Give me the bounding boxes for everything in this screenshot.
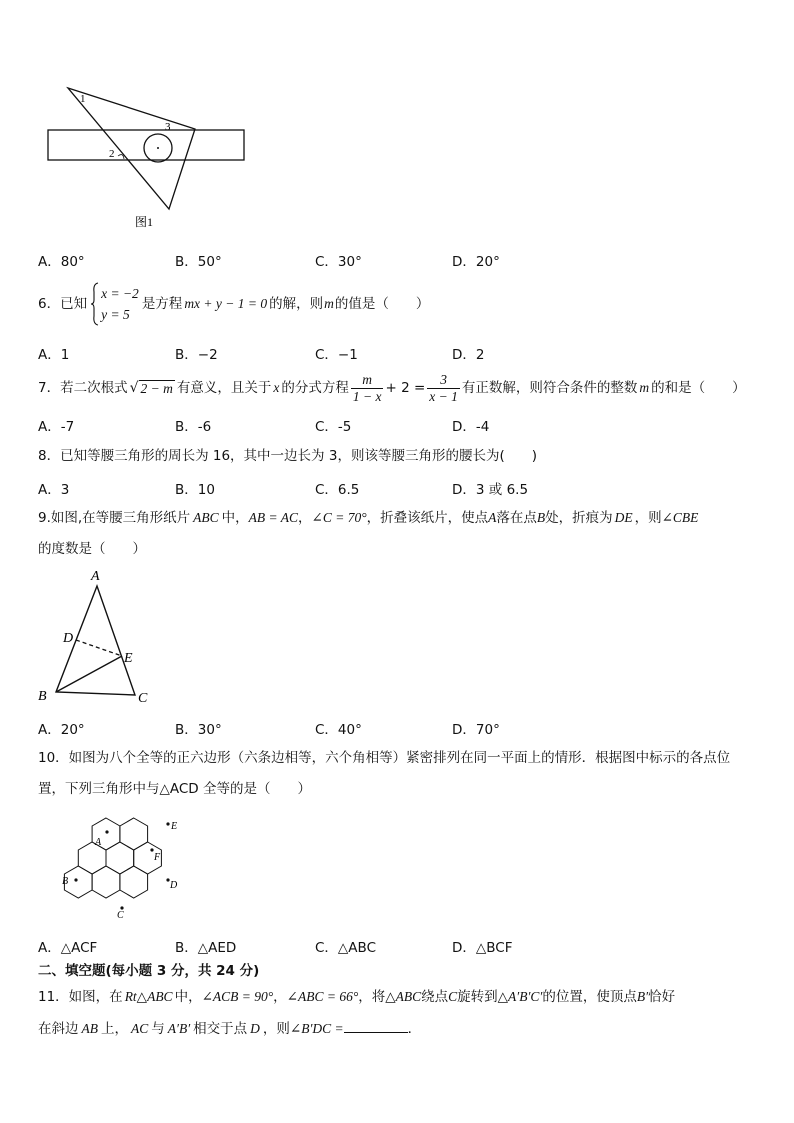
hexagon-7 (92, 866, 120, 898)
q9-option-b[interactable]: B．30° (175, 722, 222, 738)
q6-option-b[interactable]: B．−2 (175, 347, 218, 363)
hexagon-2 (120, 818, 148, 850)
question-10-line-2: 置，下列三角形中与△ACD 全等的是（ ） (38, 781, 311, 797)
q6-option-a[interactable]: A．1 (38, 347, 70, 363)
q11-cond-1: ∠ACB = 90° (201, 989, 274, 1004)
q9-text-e: 落在点 (496, 510, 537, 526)
q6-var: m (324, 296, 334, 311)
brace-icon (90, 282, 99, 326)
q9-text-b: 中， (221, 510, 249, 526)
q10-label-b: B (62, 876, 69, 887)
question-11-line-1 (38, 988, 675, 1006)
q7-fraction-1 (351, 372, 384, 405)
figure-q9-triangle (34, 566, 164, 711)
question-8: 8．已知等腰三角形的周长为 16，其中一边长为 3，则该等腰三角形的腰长为( ) (38, 448, 537, 464)
q9-cond-2: ∠C = 70° (311, 510, 367, 525)
q7-radicand: 2 − m (140, 381, 173, 396)
q11-rt: Rt△ABC (124, 989, 173, 1004)
angle-arc-2 (118, 155, 124, 159)
q11-text-b: 中， (174, 989, 202, 1005)
q10-label-c: C (117, 910, 124, 920)
q6-eq2: y = 5 (101, 307, 130, 322)
q11-point-d: D (250, 1021, 260, 1036)
q10-label-a: A (95, 837, 102, 848)
q9-text-f: 处，折痕为 (545, 510, 613, 526)
q11-text-l2c: 与 (151, 1021, 165, 1037)
figure-1 (40, 80, 260, 240)
q7-suffix: 的和是（ ） (651, 380, 746, 396)
q11-text-l2e: ，则 (262, 1021, 290, 1037)
q9-label-b: B (38, 689, 47, 704)
question-9-line-1 (38, 509, 698, 527)
q11-ab: AB (81, 1021, 98, 1036)
point-dot-e (166, 822, 169, 825)
q7-frac2-den: x − 1 (429, 388, 458, 404)
q6-eq1: x = −2 (101, 286, 139, 301)
q9-point-a: A (488, 510, 497, 525)
angle-label-3: 3 (165, 121, 171, 133)
q7-fraction-2 (427, 372, 460, 405)
q6-mid: 是方程 (141, 296, 183, 312)
q9-text-a: 9.如图,在等腰三角形纸片 (38, 510, 191, 526)
q7-plus2: + 2 = (385, 380, 426, 396)
q11-ask: ∠B′DC = (289, 1021, 344, 1036)
q7-frac2-num: 3 (427, 372, 460, 389)
q10-label-f: F (154, 852, 161, 863)
angle-label-1: 1 (80, 93, 86, 105)
q7-radical (130, 379, 175, 397)
hexagon-group (64, 818, 161, 898)
sqrt-icon: √ (129, 380, 139, 396)
q9-abc: ABC (193, 510, 219, 525)
q9-text-d: ，折叠该纸片，使点 (366, 510, 489, 526)
q7-mid1: 有意义，且关于 (176, 380, 272, 396)
q5-option-d[interactable]: D．20° (452, 254, 500, 270)
q11-text-a: 11．如图，在 (38, 989, 123, 1005)
question-9-line-2: 的度数是（ ） (38, 541, 146, 557)
q7-mid2: 的分式方程 (281, 380, 349, 396)
q7-var-m: m (639, 380, 650, 395)
q11-tri-1: △ABC (385, 989, 422, 1004)
q7-option-a[interactable]: A．-7 (38, 419, 75, 435)
q9-crease: DE (614, 510, 633, 525)
q9-text-g: ，则 (634, 510, 662, 526)
q11-text-b4: 绕点 (421, 989, 449, 1005)
q5-option-c[interactable]: C．30° (315, 254, 362, 270)
q7-frac1-num: m (351, 372, 384, 389)
q11-cond-2: ∠ABC = 66° (286, 989, 359, 1004)
question-11-line-2 (38, 1018, 421, 1038)
q7-prefix: 7．若二次根式 (38, 380, 128, 396)
q7-option-b[interactable]: B．-6 (175, 419, 212, 435)
hexagon-3 (78, 842, 106, 874)
q5-option-a[interactable]: A．80° (38, 254, 85, 270)
q8-option-d[interactable]: D．3 或 6.5 (452, 482, 529, 498)
q9-option-a[interactable]: A．20° (38, 722, 85, 738)
angle-label-2: 2 (109, 148, 115, 160)
q7-option-c[interactable]: C．-5 (315, 419, 352, 435)
q8-option-c[interactable]: C．6.5 (315, 482, 360, 498)
q9-label-c: C (138, 691, 148, 706)
circle-center-dot (157, 147, 159, 149)
q11-ac: AC (131, 1021, 149, 1036)
q10-option-c[interactable]: C．△ABC (315, 940, 376, 956)
q9-ask: ∠CBE (661, 510, 699, 525)
q11-text-b3: ，将 (358, 989, 386, 1005)
hexagon-4 (106, 842, 134, 874)
q7-option-d[interactable]: D．-4 (452, 419, 490, 435)
triangle-shape (68, 88, 195, 209)
q9-label-a: A (91, 569, 100, 584)
q6-suffix2: 的值是（ ） (334, 296, 430, 312)
question-7 (38, 368, 746, 408)
point-dot-b (74, 878, 77, 881)
q9-label-d: D (63, 631, 74, 646)
q10-option-a[interactable]: A．△ACF (38, 940, 98, 956)
q11-text-l2d: 相交于点 (193, 1021, 248, 1037)
q10-option-d[interactable]: D．△BCF (452, 940, 513, 956)
q11-text-b2: ， (273, 989, 287, 1005)
q9-point-b: B (536, 510, 546, 525)
q9-cond-1: AB = AC (248, 510, 299, 525)
q11-ab2: A′B′ (167, 1021, 191, 1036)
q6-suffix1: 的解，则 (269, 296, 324, 312)
q11-text-b6: 的位置，使顶点 (542, 989, 637, 1005)
q11-tri-2: △A′B′C′ (497, 989, 543, 1004)
q11-point-b: B′ (636, 989, 649, 1004)
q7-var-x: x (273, 380, 280, 395)
hexagon-6 (64, 866, 92, 898)
q6-system (90, 282, 139, 326)
q10-label-d: D (170, 880, 178, 891)
q7-mid3: 有正数解，则符合条件的整数 (461, 380, 638, 396)
question-6 (38, 282, 429, 326)
q11-text-b7: 恰好 (648, 989, 676, 1005)
q9-option-c[interactable]: C．40° (315, 722, 362, 738)
figure-caption: 图1 (135, 215, 154, 229)
question-10-line-1: 10．如图为八个全等的正六边形（六条边相等，六个角相等）紧密排列在同一平面上的情形．根据图中标示的各点位 (38, 750, 731, 766)
q11-text-l2b: 上， (101, 1021, 128, 1037)
q10-label-e: E (171, 821, 178, 832)
q11-text-l2a: 在斜边 (38, 1021, 79, 1037)
q9-option-d[interactable]: D．70° (452, 722, 500, 738)
q6-option-d[interactable]: D．2 (452, 347, 485, 363)
q7-frac1-den: 1 − x (352, 388, 382, 404)
q6-option-c[interactable]: C．−1 (315, 347, 358, 363)
q11-text-b5: 旋转到 (457, 989, 498, 1005)
q5-option-b[interactable]: B．50° (175, 254, 222, 270)
fold-line-be (56, 656, 122, 692)
q8-option-a[interactable]: A．3 (38, 482, 70, 498)
crease-de (76, 640, 122, 656)
figure-q10-hexagons (58, 812, 188, 920)
answer-blank[interactable] (344, 1018, 408, 1033)
q10-option-b[interactable]: B．△AED (175, 940, 237, 956)
section-2-title: 二、填空题(每小题 3 分，共 24 分) (38, 963, 260, 979)
q9-label-e: E (124, 651, 133, 666)
q9-text-c: ， (298, 510, 312, 526)
q11-point-c: C (448, 989, 458, 1004)
q11-end: ． (407, 1021, 422, 1037)
q8-option-b[interactable]: B．10 (175, 482, 215, 498)
hexagon-8 (120, 866, 148, 898)
q6-equation: mx + y − 1 = 0 (184, 296, 268, 311)
point-dot-a (105, 830, 108, 833)
q6-prefix: 6．已知 (38, 296, 88, 312)
